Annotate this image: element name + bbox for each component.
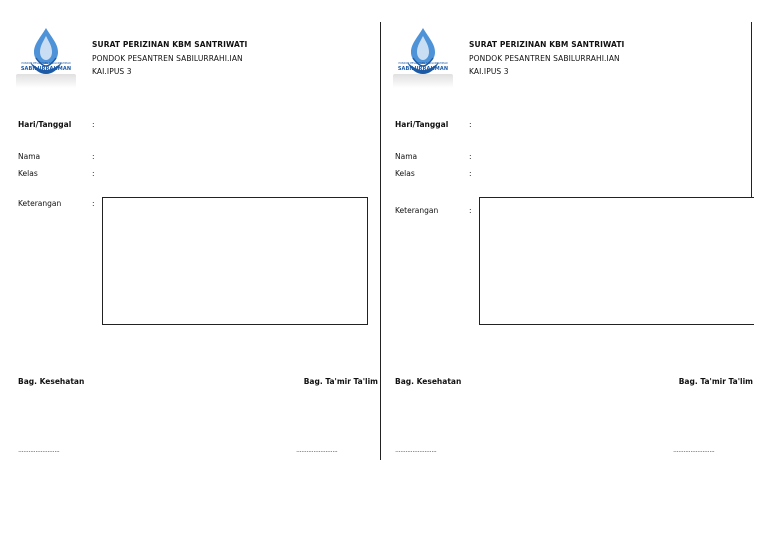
signature-line-left: ........................ bbox=[395, 446, 437, 454]
notes-label: Keterangan bbox=[18, 199, 62, 208]
name-label: Nama bbox=[395, 152, 418, 161]
class-label: Kelas bbox=[395, 169, 415, 178]
water-drop-lotus-logo-icon bbox=[395, 24, 451, 86]
signature-line-left: ........................ bbox=[18, 446, 60, 454]
logo-wordmark: SABILURRAHMAN bbox=[397, 66, 449, 72]
school-name: PONDOK PESANTREN SABILURRAHI.IAN bbox=[469, 54, 620, 63]
date-label: Hari/Tanggal bbox=[395, 120, 449, 129]
campus-name: KAI.IPUS 3 bbox=[469, 67, 509, 76]
notes-box[interactable] bbox=[102, 197, 368, 325]
permit-form-left bbox=[0, 0, 384, 460]
class-colon: : bbox=[469, 169, 472, 178]
notes-box[interactable] bbox=[479, 197, 754, 325]
class-colon: : bbox=[92, 169, 95, 178]
logo-wordmark: SABILURRAHMAN bbox=[20, 66, 72, 72]
name-colon: : bbox=[469, 152, 472, 161]
signature-line-right: ........................ bbox=[296, 446, 338, 454]
name-label: Nama bbox=[18, 152, 41, 161]
date-colon: : bbox=[469, 120, 472, 129]
tamir-talim-label: Bag. Ta'mir Ta'lim bbox=[678, 377, 753, 386]
form-title: SURAT PERIZINAN KBM SANTRIWATI bbox=[469, 40, 625, 49]
form-title: SURAT PERIZINAN KBM SANTRIWATI bbox=[92, 40, 248, 49]
date-label: Hari/Tanggal bbox=[18, 120, 72, 129]
name-colon: : bbox=[92, 152, 95, 161]
water-drop-lotus-logo-icon bbox=[18, 24, 74, 86]
notes-colon: : bbox=[92, 199, 95, 208]
tamir-talim-label: Bag. Ta'mir Ta'lim bbox=[303, 377, 378, 386]
class-label: Kelas bbox=[18, 169, 38, 178]
health-dept-label: Bag. Kesehatan bbox=[18, 377, 85, 386]
permit-form-right bbox=[377, 0, 761, 460]
health-dept-label: Bag. Kesehatan bbox=[395, 377, 462, 386]
logo-tagline: PONDOK PESANTREN SABILURRAHMAN bbox=[398, 62, 448, 65]
school-name: PONDOK PESANTREN SABILURRAHI.IAN bbox=[92, 54, 243, 63]
date-colon: : bbox=[92, 120, 95, 129]
campus-name: KAI.IPUS 3 bbox=[92, 67, 132, 76]
notes-label: Keterangan bbox=[395, 206, 439, 215]
notes-colon: : bbox=[469, 206, 472, 215]
signature-line-right: ........................ bbox=[673, 446, 715, 454]
logo-tagline: PONDOK PESANTREN SABILURRAHMAN bbox=[21, 62, 71, 65]
